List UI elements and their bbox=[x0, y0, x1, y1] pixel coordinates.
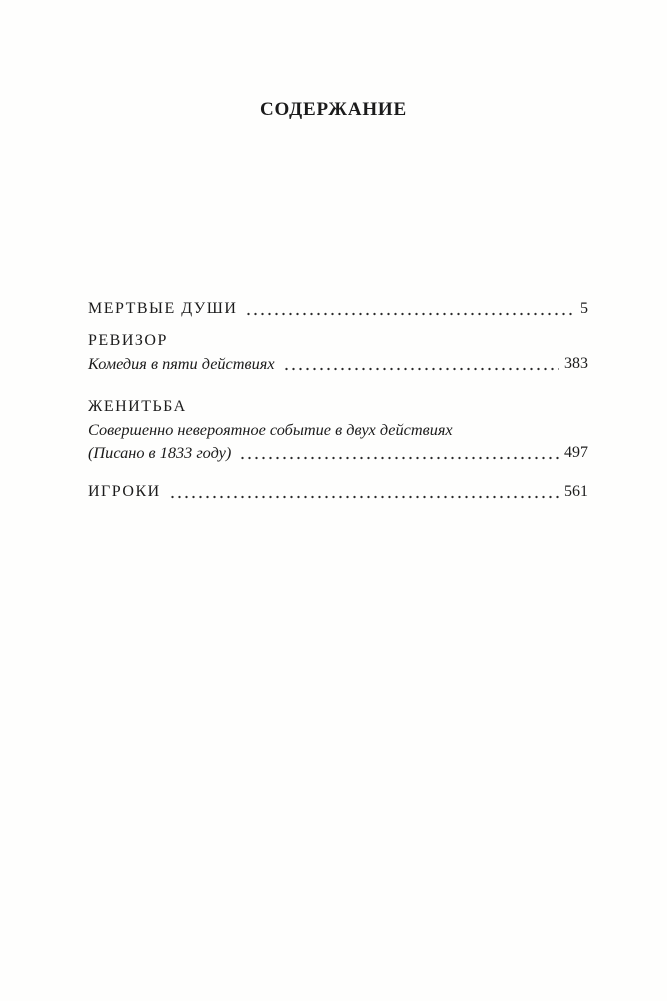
toc-entry-page-number: 561 bbox=[564, 483, 588, 500]
toc-entry-title: ЖЕНИТЬБА bbox=[88, 398, 187, 415]
toc-entry-gamblers bbox=[88, 480, 588, 503]
toc-entry-page-number: 5 bbox=[580, 300, 588, 317]
toc-entry-dead-souls bbox=[88, 297, 588, 320]
toc-entry-subtitle: (Писано в 1833 году) bbox=[88, 443, 232, 462]
toc-line bbox=[88, 329, 588, 352]
toc-entry-marriage bbox=[88, 395, 588, 464]
toc-entry-title: МЕРТВЫЕ ДУШИ bbox=[88, 300, 238, 317]
toc-line bbox=[88, 418, 588, 441]
toc-entry-subtitle: Комедия в пяти действиях bbox=[88, 354, 275, 373]
toc-entry-title: РЕВИЗОР bbox=[88, 332, 168, 349]
toc-entry-page-number: 497 bbox=[564, 444, 588, 461]
toc-line bbox=[88, 352, 588, 375]
toc-line bbox=[88, 297, 588, 320]
dot-leader bbox=[237, 441, 559, 464]
toc-line bbox=[88, 480, 588, 503]
toc-line bbox=[88, 395, 588, 418]
toc-line bbox=[88, 441, 588, 464]
dot-leader bbox=[167, 480, 559, 503]
toc-entry-inspector bbox=[88, 329, 588, 375]
toc-entry-subtitle: Совершенно невероятное событие в двух действиях bbox=[88, 420, 453, 439]
toc-entry-title: ИГРОКИ bbox=[88, 483, 161, 500]
page-title: СОДЕРЖАНИЕ bbox=[260, 99, 407, 120]
dot-leader bbox=[243, 297, 575, 320]
toc-entry-page-number: 383 bbox=[564, 355, 588, 372]
dot-leader bbox=[281, 352, 559, 375]
